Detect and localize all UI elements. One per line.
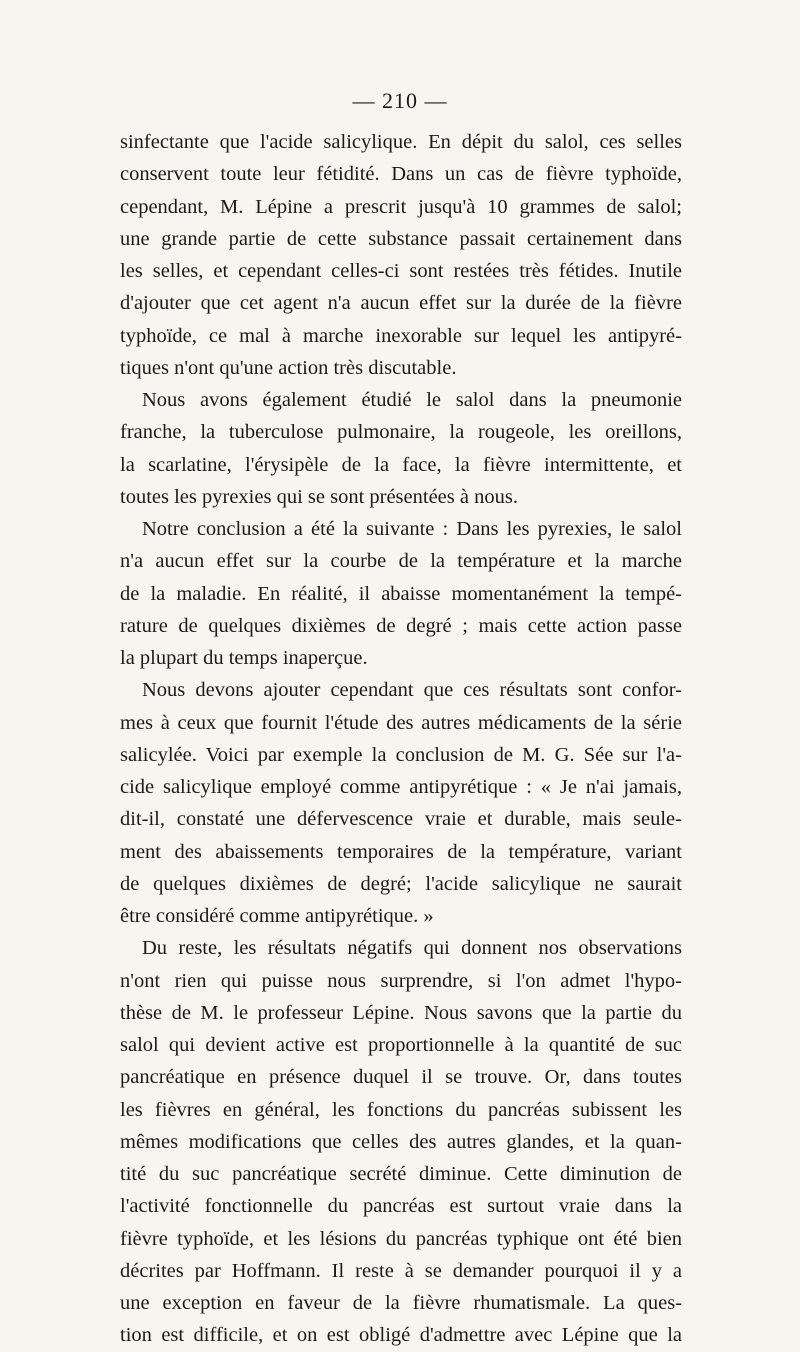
text-line: Notre conclusion a été la suivante : Dans les pyrexies, le salol [142, 518, 682, 540]
text-line: Du reste, les résultats négatifs qui donnent nos observations [142, 937, 682, 960]
text-line: la plupart du temps inaperçue. [120, 647, 368, 669]
text-line: de la maladie. En réalité, il abaisse momentanément la tempé- [120, 582, 682, 605]
text-line: n'ont rien qui puisse nous surprendre, si l'on admet l'hypo- [120, 969, 682, 992]
text-line: une exception en faveur de la fièvre rhumatismale. La ques- [120, 1292, 682, 1314]
text-line: être considéré comme antipyrétique. » [120, 905, 434, 927]
text-line: rature de quelques dixièmes de degré ; mais cette action passe [120, 614, 682, 637]
text-line: cependant, M. Lépine a prescrit jusqu'à 10 grammes de salol; [120, 195, 682, 218]
text-line: décrites par Hoffmann. Il reste à se demander pourquoi il y a [120, 1259, 682, 1282]
text-line: salol qui devient active est proportionnelle à la quantité de suc [120, 1034, 682, 1056]
text-line: les fièvres en général, les fonctions du pancréas subissent les [120, 1098, 682, 1121]
text-line: sinfectante que l'acide salicylique. En dépit du salol, ces selles [120, 131, 682, 153]
text-line: mes à ceux que fournit l'étude des autres médicaments de la série [120, 711, 682, 734]
text-line: tiques n'ont qu'une action très discutable. [120, 356, 457, 379]
text-line: les selles, et cependant celles-ci sont restées très fétides. Inutile [120, 260, 682, 282]
text-line: une grande partie de cette substance passait certainement dans [120, 227, 682, 250]
text-line: franche, la tuberculose pulmonaire, la rougeole, les oreillons, [120, 421, 682, 444]
text-line: typhoïde, ce mal à marche inexorable sur lequel les antipyré- [120, 324, 682, 347]
text-line: l'activité fonctionnelle du pancréas est surtout vraie dans la [120, 1195, 682, 1218]
page-number: — 210 — [352, 88, 448, 113]
text-line: n'a aucun effet sur la courbe de la température et la marche [120, 550, 682, 573]
text-line: Nous devons ajouter cependant que ces résultats sont confor- [142, 679, 682, 702]
text-line: conservent toute leur fétidité. Dans un cas de fièvre typhoïde, [120, 163, 682, 186]
text-line: pancréatique en présence duquel il se trouve. Or, dans toutes [120, 1066, 682, 1089]
text-line: toutes les pyrexies qui se sont présentées à nous. [120, 485, 518, 508]
text-line: thèse de M. le professeur Lépine. Nous savons que la partie du [120, 1001, 682, 1024]
text-line: dit-il, constaté une défervescence vraie et durable, mais seule- [120, 808, 682, 831]
text-line: tion est difficile, et on est obligé d'admettre avec Lépine que la [120, 1324, 682, 1347]
body-text [120, 126, 682, 1352]
text-line: tité du suc pancréatique secrété diminue. Cette diminution de [120, 1163, 682, 1185]
text-line: Nous avons également étudié le salol dans la pneumonie [142, 389, 682, 411]
text-line: mêmes modifications que celles des autres glandes, et la quan- [120, 1130, 682, 1153]
text-line: ment des abaissements temporaires de la température, variant [120, 840, 682, 863]
text-line: de quelques dixièmes de degré; l'acide salicylique ne saurait [120, 872, 682, 895]
text-line: la scarlatine, l'érysipèle de la face, la fièvre intermittente, et [120, 453, 682, 476]
text-line: cide salicylique employé comme antipyrétique : « Je n'ai jamais, [120, 776, 682, 798]
text-line: d'ajouter que cet agent n'a aucun effet sur la durée de la fièvre [120, 292, 682, 315]
text-line: fièvre typhoïde, et les lésions du pancréas typhique ont été bien [120, 1227, 682, 1250]
text-line: salicylée. Voici par exemple la conclusion de M. G. Sée sur l'a- [120, 743, 682, 766]
